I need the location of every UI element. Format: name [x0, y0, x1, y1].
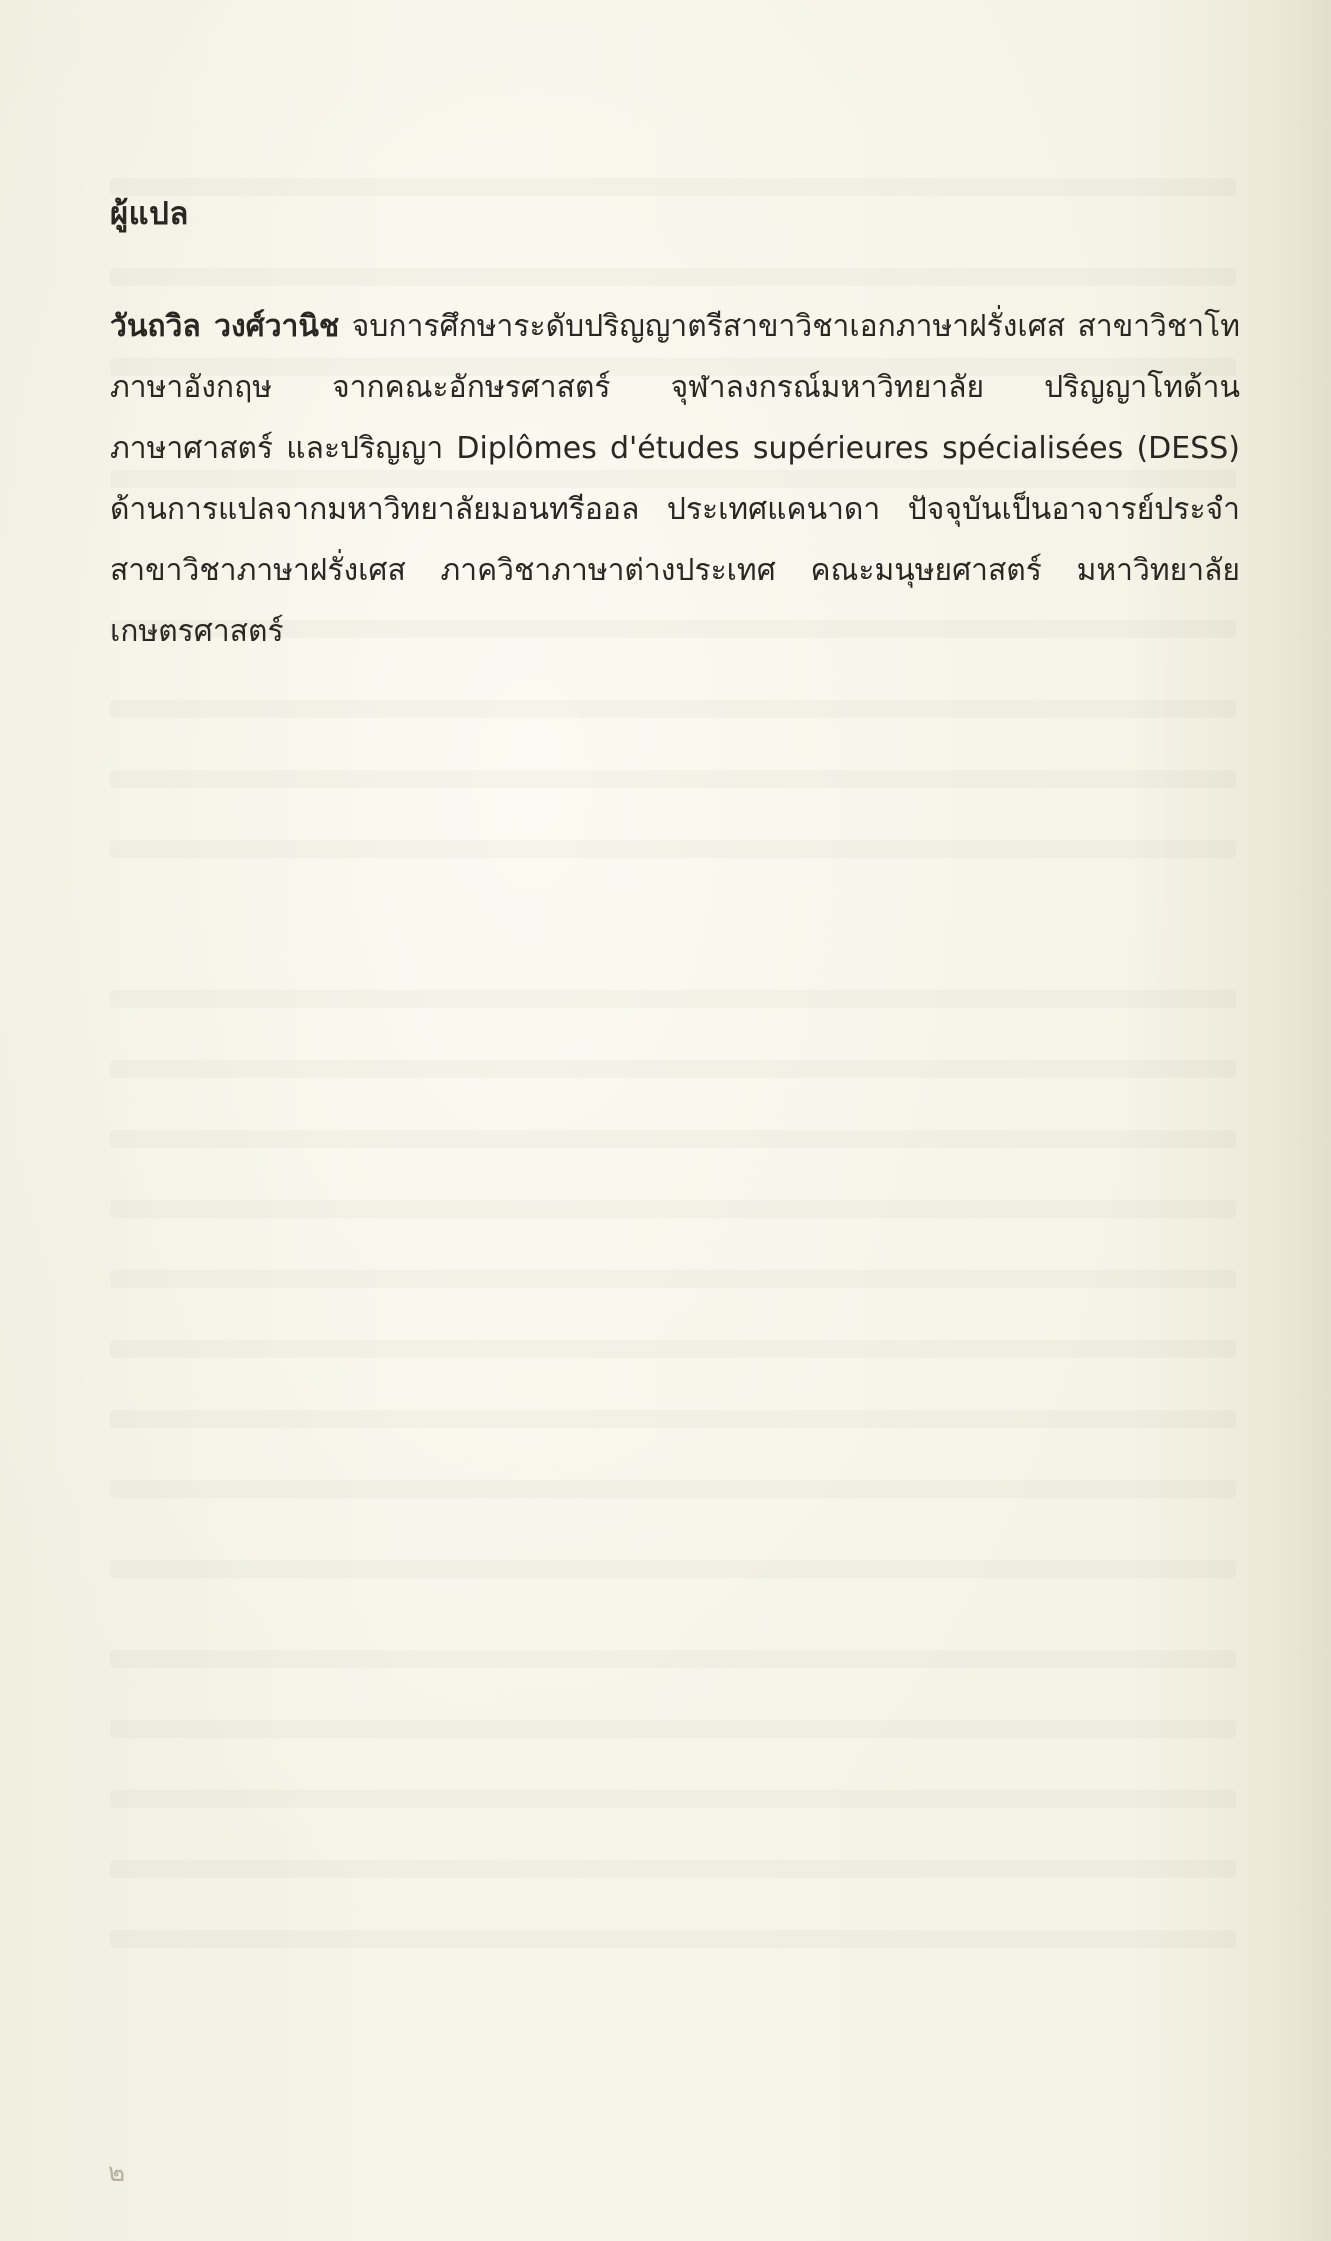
show-through-line	[110, 1860, 1236, 1878]
show-through-line	[110, 990, 1236, 1008]
translator-name: วันถวิล วงศ์วานิช	[110, 309, 340, 344]
show-through-line	[110, 1560, 1236, 1578]
show-through-line	[110, 1410, 1236, 1428]
show-through-line	[110, 1650, 1236, 1668]
show-through-line	[110, 1200, 1236, 1218]
show-through-line	[110, 1060, 1236, 1078]
translator-section	[110, 188, 1240, 662]
show-through-line	[110, 1790, 1236, 1808]
show-through-line	[110, 1270, 1236, 1288]
translator-biography	[110, 296, 1240, 662]
show-through-line	[110, 700, 1236, 718]
show-through-line	[110, 1130, 1236, 1148]
show-through-line	[110, 1720, 1236, 1738]
show-through-line	[110, 770, 1236, 788]
section-heading: ผู้แปล	[110, 196, 189, 232]
biography-text: จบการศึกษาระดับปริญญาตรีสาขาวิชาเอกภาษาฝรั่งเศส สาขาวิชาโทภาษาอังกฤษ จากคณะอักษรศาสตร์ จุฬาลงกรณ์มหาวิทยาลัย ปริญญาโทด้านภาษาศาสตร์ และปริญญา Diplômes d'études supérieures spécialisées (DESS) ด้านการแปลจากมหาวิทยาลัยมอนทรีออล ประเทศแคนาดา ปัจจุบันเป็นอาจารย์ประจำสาขาวิชาภาษาฝรั่งเศส ภาควิชาภาษาต่างประเทศ คณะมนุษยศาสตร์ มหาวิทยาลัยเกษตรศาสตร์	[110, 309, 1240, 649]
show-through-line	[110, 840, 1236, 858]
show-through-line	[110, 1930, 1236, 1948]
page-number: ๒	[108, 2158, 126, 2188]
show-through-line	[110, 1340, 1236, 1358]
show-through-line	[110, 1480, 1236, 1498]
